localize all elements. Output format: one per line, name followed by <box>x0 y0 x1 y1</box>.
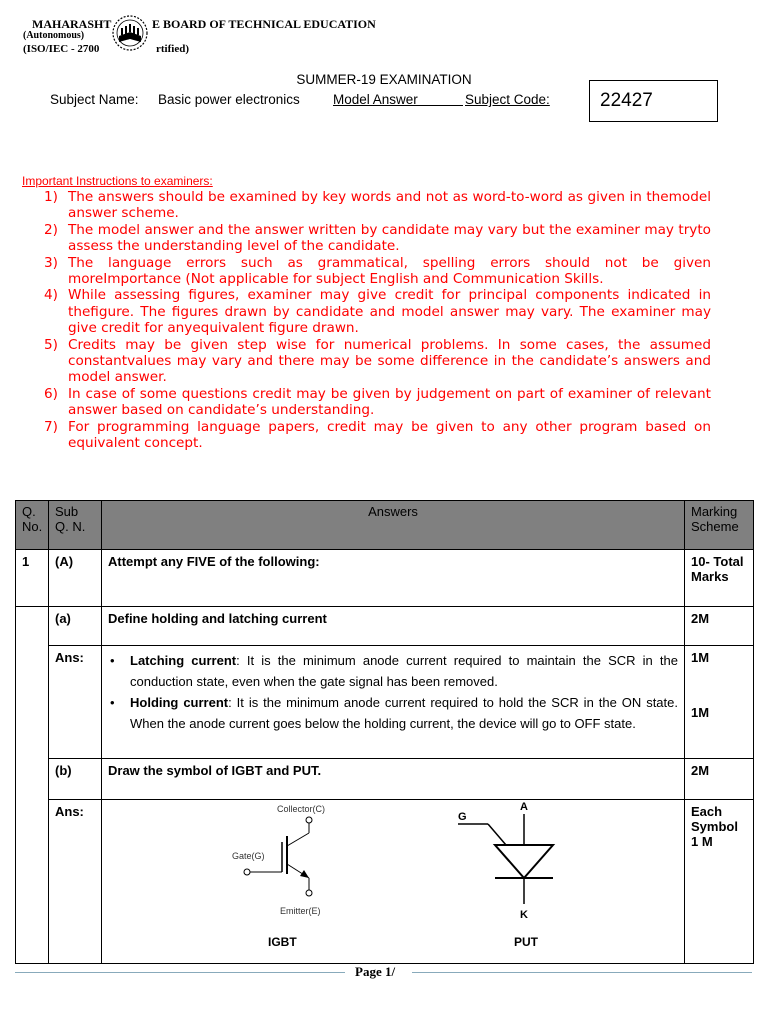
question-text: Attempt any FIVE of the following: <box>102 550 685 607</box>
header-marking-scheme: Marking Scheme <box>685 501 754 550</box>
instruction-item <box>44 287 711 336</box>
marks-holding: 1M <box>691 705 710 720</box>
symbols-cell <box>102 800 685 964</box>
table-row <box>16 607 754 646</box>
igbt-gate-label: Gate(G) <box>232 851 265 861</box>
bullet: • <box>110 653 115 668</box>
instruction-number: 4) <box>44 287 58 304</box>
ans-label: Ans: <box>49 800 102 964</box>
footer-divider-left <box>15 972 345 973</box>
instruction-item <box>44 189 711 222</box>
table-row <box>16 759 754 800</box>
instruction-item <box>44 419 711 452</box>
latching-definition: : It is the minimum anode current required to maintain the SCR in the conduction state, even when the gate signal has been removed. <box>130 653 678 689</box>
table-row <box>16 800 754 964</box>
marks: 10- Total Marks <box>685 550 754 607</box>
question-number: 1 <box>16 550 49 607</box>
emitter-arrow-icon <box>300 870 309 878</box>
instruction-text: For programming language papers, credit may be given to any other program based on equivalent concept. <box>68 418 711 452</box>
put-symbol <box>458 801 553 949</box>
sub-question: (a) <box>49 607 102 646</box>
subject-code-label: Subject Code: <box>465 92 550 107</box>
marks <box>685 646 754 759</box>
instruction-text: The language errors such as grammatical, spelling errors should not be given moreImportance (Not applicable for subject English and Communication Skills. <box>68 254 711 288</box>
table-row <box>16 646 754 759</box>
instructions-title: Important Instructions to examiners: <box>22 174 213 188</box>
subject-name-label: Subject Name: <box>50 92 139 107</box>
gate-terminal <box>244 869 250 875</box>
org-autonomous: (Autonomous) <box>23 30 85 41</box>
instruction-item <box>44 386 711 419</box>
holding-term: Holding current <box>130 695 229 710</box>
instruction-item <box>44 255 711 288</box>
emitter-terminal <box>306 890 312 896</box>
page-number: Page 1/ <box>355 964 396 979</box>
bullet: • <box>110 695 115 710</box>
igbt-collector-label: Collector(C) <box>277 804 326 814</box>
latching-term: Latching current <box>130 653 237 668</box>
igbt-symbol <box>232 804 325 949</box>
put-gate-label: G <box>458 811 467 823</box>
header-q-no: Q. No. <box>16 501 49 550</box>
instructions-list <box>44 189 711 452</box>
instruction-text: In case of some questions credit may be given by judgement on part of examiner of relevant answer based on candidate’s understanding. <box>68 385 711 419</box>
header-sub-q: Sub Q. N. <box>49 501 102 550</box>
question-number-empty <box>16 607 49 964</box>
question-text: Define holding and latching current <box>102 607 685 646</box>
collector-terminal <box>306 817 312 823</box>
list-item <box>108 692 678 734</box>
diode-triangle <box>495 845 553 878</box>
sub-question: (b) <box>49 759 102 800</box>
subject-name: Basic power electronics <box>158 92 300 107</box>
table-header-row <box>16 501 754 550</box>
model-answer-label <box>333 92 463 107</box>
subject-code-box: 22427 <box>589 80 718 122</box>
instruction-number: 3) <box>44 254 58 271</box>
list-item <box>108 650 678 692</box>
instruction-number: 1) <box>44 189 58 205</box>
symbols-figure <box>102 800 685 960</box>
instruction-item <box>44 337 711 386</box>
instruction-number: 6) <box>44 385 58 402</box>
answer-content <box>102 646 685 759</box>
definition-list <box>108 650 678 734</box>
instruction-text: The answers should be examined by key words and not as word-to-word as given in themodel answer scheme. <box>68 189 711 222</box>
footer-divider-right <box>412 972 752 973</box>
igbt-emitter-label: Emitter(E) <box>280 906 321 916</box>
igbt-caption: IGBT <box>268 935 297 949</box>
board-logo-icon <box>110 14 150 52</box>
ans-label: Ans: <box>49 646 102 759</box>
answer-table <box>15 500 754 964</box>
org-name-right: E BOARD OF TECHNICAL EDUCATION <box>152 17 376 31</box>
instruction-text: While assessing figures, examiner may give credit for principal components indicated in thefigure. The figures drawn by candidate and model answer may vary. The examiner may give credit for anyequivalent figure drawn. <box>68 287 711 337</box>
put-caption: PUT <box>514 935 538 949</box>
marks: Each Symbol 1 M <box>685 800 754 964</box>
question-text: Draw the symbol of IGBT and PUT. <box>102 759 685 800</box>
instruction-number: 7) <box>44 418 58 435</box>
instruction-text: Credits may be given step wise for numerical problems. In some cases, the assumed constantvalues may vary and there may be some difference in the candidate’s answers and model answer. <box>68 336 711 386</box>
table-row <box>16 550 754 607</box>
org-iso-right: rtified) <box>156 43 189 55</box>
instruction-number: 2) <box>44 221 58 238</box>
holding-definition: : It is the minimum anode current required to hold the SCR in the ON state. When the anode current goes below the holding current, the device will go to OFF state. <box>130 695 678 731</box>
model-answer-text: Model Answer <box>333 92 418 107</box>
header-answers: Answers <box>102 501 685 550</box>
marks: 2M <box>685 607 754 646</box>
org-iso-left: (ISO/IEC - 2700 <box>23 43 100 55</box>
put-cathode-label: K <box>520 909 528 921</box>
exam-title: SUMMER-19 EXAMINATION <box>296 72 472 87</box>
sub-question: (A) <box>49 550 102 607</box>
collector-line <box>287 833 309 846</box>
marks-latching: 1M <box>691 650 710 665</box>
put-gate-lead-d <box>488 824 506 845</box>
put-anode-label: A <box>520 801 528 813</box>
instruction-item <box>44 222 711 255</box>
org-name-left: MAHARASHT <box>32 17 112 31</box>
marks: 2M <box>685 759 754 800</box>
instruction-number: 5) <box>44 336 58 353</box>
instruction-text: The model answer and the answer written by candidate may vary but the examiner may tryto assess the understanding level of the candidate. <box>68 221 711 255</box>
